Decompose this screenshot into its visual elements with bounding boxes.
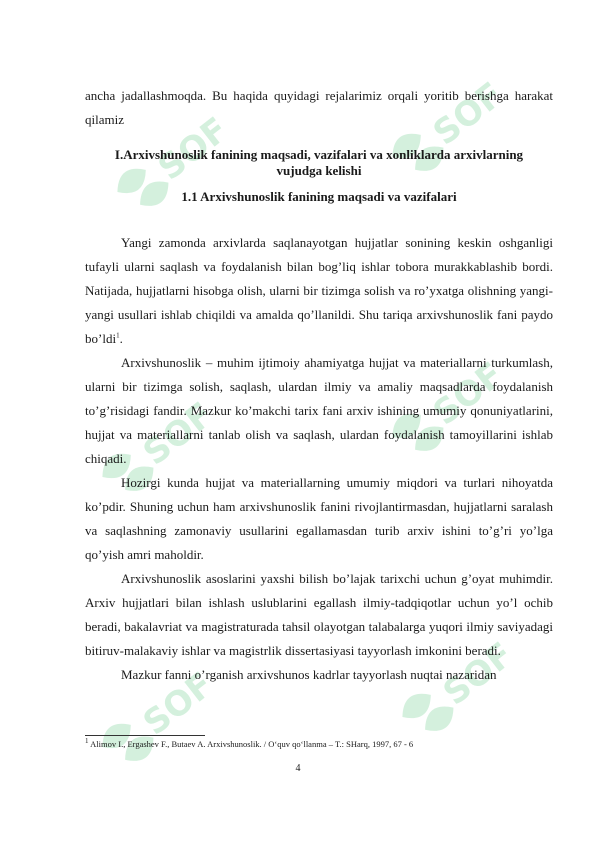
document-body (85, 84, 553, 687)
subsection-heading: 1.1 Arxivshunoslik fanining maqsadi va vazifalari (181, 189, 457, 204)
svg-text:SOF: SOF (435, 634, 521, 714)
paragraph-text: Yangi zamonda arxivlarda saqlanayotgan hujjatlar sonining keskin oshganligi tufayli ularni saqlash va foydalanish bilan bog’liq ishlar tobora murakkablashib bordi. Natijada, hujjatlarni hisobga olish, ularni bir tizimga solish va ro’yxatga olishning yangi-yangi usullari ishlab chiqildi va amalda qo’llanildi. Shu tariqa arxivshunoslik fani paydo bo’ldi (85, 235, 553, 346)
footnote-marker: 1 (85, 737, 89, 746)
svg-text:SOF: SOF (425, 74, 511, 154)
body-paragraph: Arxivshunoslik asoslarini yaxshi bilish bo’lajak tarixchi uchun g’oyat muhimdir. Arxiv hujjatlari bilan ishlash uslublarini egallash ilmiy-tadqiqotlar uchun yo’l ochib beradi, bakalavriat va magistraturada tahsil olayotgan talabalarga yuqori ilmiy saviyadagi bitiruv-malakaviy ishlar va magistrlik dissertasiyasi tayyorlash imkonini beradi. (85, 571, 553, 658)
svg-text:SOF: SOF (150, 109, 236, 189)
svg-text:SOF: SOF (425, 354, 511, 434)
page-number: 4 (295, 763, 301, 774)
footnote-reference[interactable]: 1 (116, 331, 120, 340)
footnote (85, 738, 553, 750)
svg-text:SOF: SOF (135, 664, 221, 744)
footnote-separator (85, 735, 205, 736)
body-paragraph: Yangi zamonda arxivlarda saqlanayotgan hujjatlar sonining keskin oshganligi tufayli ularni saqlash va foydalanish bilan bog’liq ishlar tobora murakkablashib bordi. Natijada, hujjatlarni hisobga olish, ularni bir tizimga solish va ro’yxatga olishning yangi-yangi usullari ishlab chiqildi va amalda qo’llanildi. Shu tariqa arxivshunoslik fani paydo bo’ldi$^1$. (85, 235, 553, 346)
footnote-text: Alimov I., Ergashev F., Butaev A. Arxivshunoslik. / O‘quv qo‘llanma – T.: SHarq, 1997, 67 - 6 (90, 739, 414, 749)
body-paragraph: Hozirgi kunda hujjat va materiallarning umumiy miqdori va turlari nihoyatda ko’pdir. Shuning uchun ham arxivshunoslik fanini rivojlantirmasdan, hujjatlarni saralash va saqlashning zamonaviy usullarini egallamasdan turib arxiv ishini to’g’ri yo’lga qo’yish amri maholdir. (85, 475, 553, 562)
section-heading: I.Arxivshunoslik fanining maqsadi, vazifalari va xonliklarda arxivlarning vujudga kelishi (114, 147, 524, 178)
svg-text:SOF: SOF (135, 394, 221, 474)
intro-paragraph: ancha jadallashmoqda. Bu haqida quyidagi rejalarimiz orqali yoritib berishga harakat qilamiz (85, 88, 553, 127)
body-paragraph: Arxivshunoslik – muhim ijtimoiy ahamiyatga hujjat va materiallarni turkumlash, ularni bir tizimga solish, saqlash, ulardan ilmiy va amaliy maqsadlarda foydalanish to’g’risidagi fandir. Mazkur ko’makchi tarix fani arxiv ishining umumiy qonuniyatlarini, hujjat va materiallarni tanlab olish va saqlash, ulardan foydalanish tamoyillarini ishlab chiqadi. (85, 355, 553, 466)
body-paragraph: Mazkur fanni o’rganish arxivshunos kadrlar tayyorlash nuqtai nazaridan (121, 667, 497, 682)
